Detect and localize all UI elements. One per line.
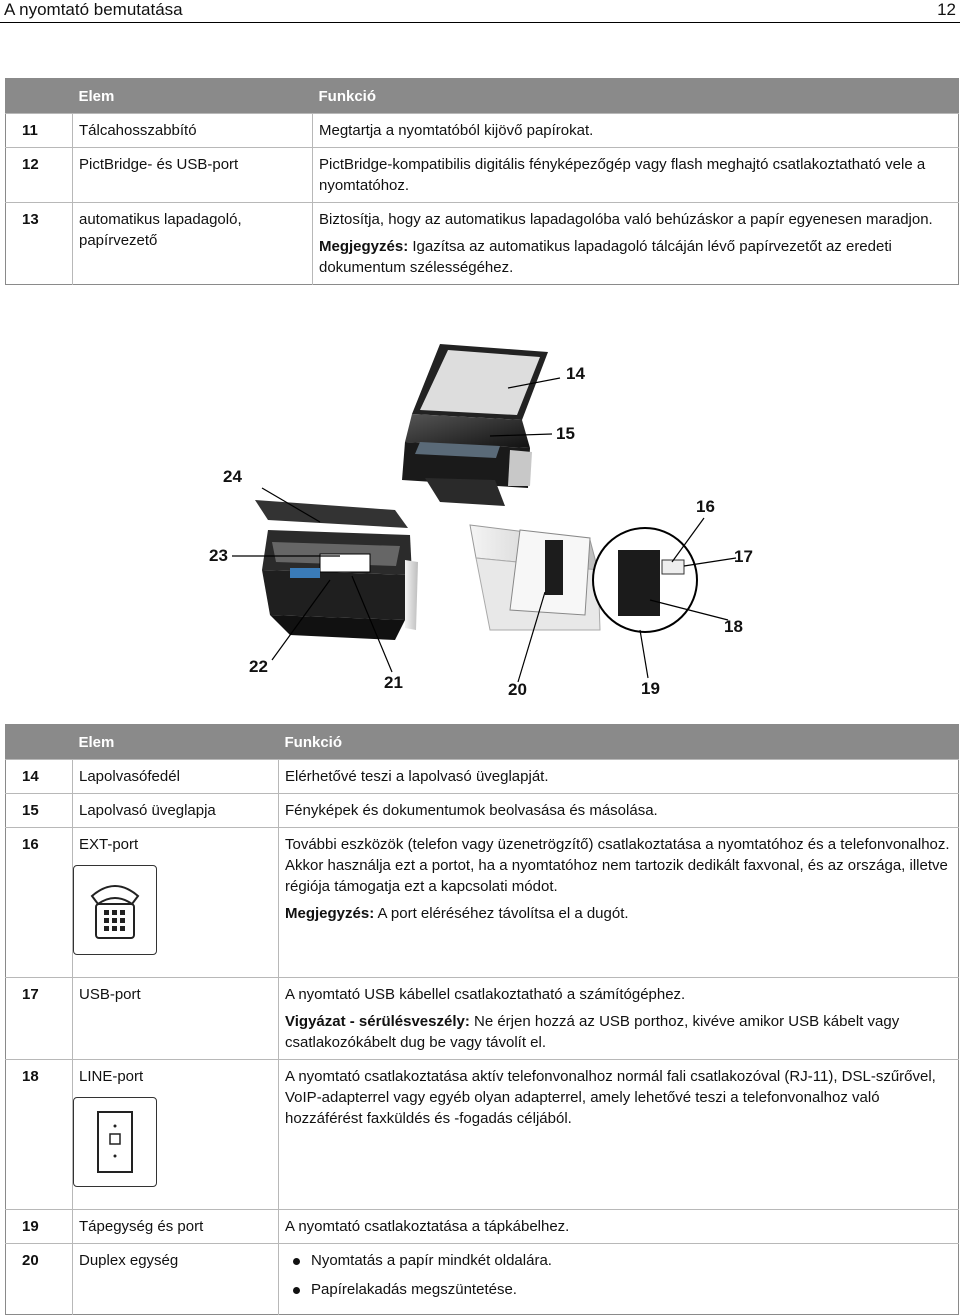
- row-number: 19: [6, 1210, 73, 1244]
- table-row: [6, 828, 959, 978]
- printer-illustration: [0, 330, 960, 720]
- note: [285, 903, 952, 924]
- row-element-text: EXT-port: [79, 836, 139, 853]
- callout-18: 18: [724, 617, 743, 636]
- page-header: [0, 0, 960, 23]
- col-func: Funkció: [279, 725, 959, 760]
- col-elem: Elem: [73, 725, 279, 760]
- callout-14: 14: [566, 364, 585, 383]
- row-element: USB-port: [73, 978, 279, 1060]
- bullet-icon: [293, 1287, 300, 1294]
- row-function: A nyomtató csatlakoztatása a tápkábelhez.: [279, 1210, 959, 1244]
- row-function-text: További eszközök (telefon vagy üzenetrögzítő) csatlakoztatása a nyomtatóhoz és a telefonvonalhoz. Akkor használja ezt a portot, ha a nyomtatóhoz nem tartozik dedikált faxvonal, és az országa, illetve régiója támogatja ezt a kapcsolati módot.: [285, 836, 950, 895]
- printer-back-view: [470, 525, 697, 632]
- table-header: [6, 79, 959, 114]
- table-row: [6, 760, 959, 794]
- col-func: Funkció: [313, 79, 959, 114]
- row-element-text: LINE-port: [79, 1068, 144, 1085]
- table-row: [6, 203, 959, 285]
- printer-left-view: [255, 500, 418, 640]
- row-function: [279, 828, 959, 978]
- row-number: 12: [6, 148, 73, 203]
- callout-19: 19: [641, 679, 660, 698]
- callout-21: 21: [384, 673, 403, 692]
- table-row: [6, 1210, 959, 1244]
- row-function: [313, 203, 959, 285]
- warning-label: Vigyázat - sérülésveszély:: [285, 1013, 470, 1030]
- bullet-icon: [293, 1258, 300, 1265]
- row-function: [279, 1244, 959, 1315]
- note: [319, 236, 952, 278]
- table-row: [6, 1060, 959, 1210]
- row-number: 17: [6, 978, 73, 1060]
- callout-22: 22: [249, 657, 268, 676]
- row-number: 15: [6, 794, 73, 828]
- table-header: [6, 725, 959, 760]
- row-number: 18: [6, 1060, 73, 1210]
- phone-port-icon: [73, 865, 157, 955]
- row-element: Tápegység és port: [73, 1210, 279, 1244]
- callout-24: 24: [223, 467, 242, 486]
- row-element: Lapolvasó üveglapja: [73, 794, 279, 828]
- callout-17: 17: [734, 547, 753, 566]
- page-number: 12: [937, 0, 956, 19]
- note-label: Megjegyzés:: [285, 905, 375, 922]
- row-function: A nyomtató csatlakoztatása aktív telefonvonalhoz normál fali csatlakozóval (RJ-11), DSL-szűrővel, VoIP-adapterrel vagy egyéb olyan adapterrel, amely lehetővé teszi a telefonvonalhoz való hozzáférést faxküldés és -fogadás céljából.: [279, 1060, 959, 1210]
- table-elements-1: [5, 78, 959, 285]
- row-number: 13: [6, 203, 73, 285]
- callout-23: 23: [209, 546, 228, 565]
- row-number: 11: [6, 114, 73, 148]
- table-elements-2: [5, 724, 959, 1315]
- callout-16: 16: [696, 497, 715, 516]
- row-function: Fényképek és dokumentumok beolvasása és másolása.: [279, 794, 959, 828]
- row-function-text: A nyomtató USB kábellel csatlakoztatható a számítógéphez.: [285, 986, 686, 1003]
- note-text: Igazítsa az automatikus lapadagoló tálcáján lévő papírvezetőt az eredeti dokumentum szélességéhez.: [319, 238, 892, 276]
- col-elem: Elem: [73, 79, 313, 114]
- wall-jack-icon: [73, 1097, 157, 1187]
- note-label: Megjegyzés:: [319, 238, 409, 255]
- callout-15: 15: [556, 424, 575, 443]
- row-function: [279, 978, 959, 1060]
- note-text: A port eléréséhez távolítsa el a dugót.: [374, 905, 629, 922]
- row-function-text: Biztosítja, hogy az automatikus lapadagolóba való behúzáskor a papír egyenesen maradjon.: [319, 211, 933, 228]
- row-element: automatikus lapadagoló, papírvezető: [73, 203, 313, 285]
- row-element: [73, 1060, 279, 1210]
- row-element: Duplex egység: [73, 1244, 279, 1315]
- row-element: Tálcahosszabbító: [73, 114, 313, 148]
- warning-text: Ne érjen hozzá az USB porthoz, kivéve amikor USB kábelt vagy csatlakozókábelt dug be vagy távolít el.: [285, 1013, 900, 1051]
- row-function: PictBridge-kompatibilis digitális fényképezőgép vagy flash meghajtó csatlakoztatható vele a nyomtatóhoz.: [313, 148, 959, 203]
- callout-20: 20: [508, 680, 527, 699]
- page-title: A nyomtató bemutatása: [4, 0, 183, 19]
- row-element: Lapolvasófedél: [73, 760, 279, 794]
- printer-top-view: [402, 344, 548, 506]
- row-element: [73, 828, 279, 978]
- table-row: [6, 148, 959, 203]
- row-function: Elérhetővé teszi a lapolvasó üveglapját.: [279, 760, 959, 794]
- list-item: Papírelakadás megszüntetése.: [285, 1279, 952, 1300]
- bullet-list: [285, 1250, 952, 1300]
- row-function: Megtartja a nyomtatóból kijövő papírokat.: [313, 114, 959, 148]
- row-number: 20: [6, 1244, 73, 1315]
- table-row: [6, 794, 959, 828]
- row-element: PictBridge- és USB-port: [73, 148, 313, 203]
- table-row: [6, 978, 959, 1060]
- warning: [285, 1011, 952, 1053]
- table-row: [6, 114, 959, 148]
- row-number: 14: [6, 760, 73, 794]
- table-row: [6, 1244, 959, 1315]
- row-number: 16: [6, 828, 73, 978]
- list-item: Nyomtatás a papír mindkét oldalára.: [285, 1250, 952, 1271]
